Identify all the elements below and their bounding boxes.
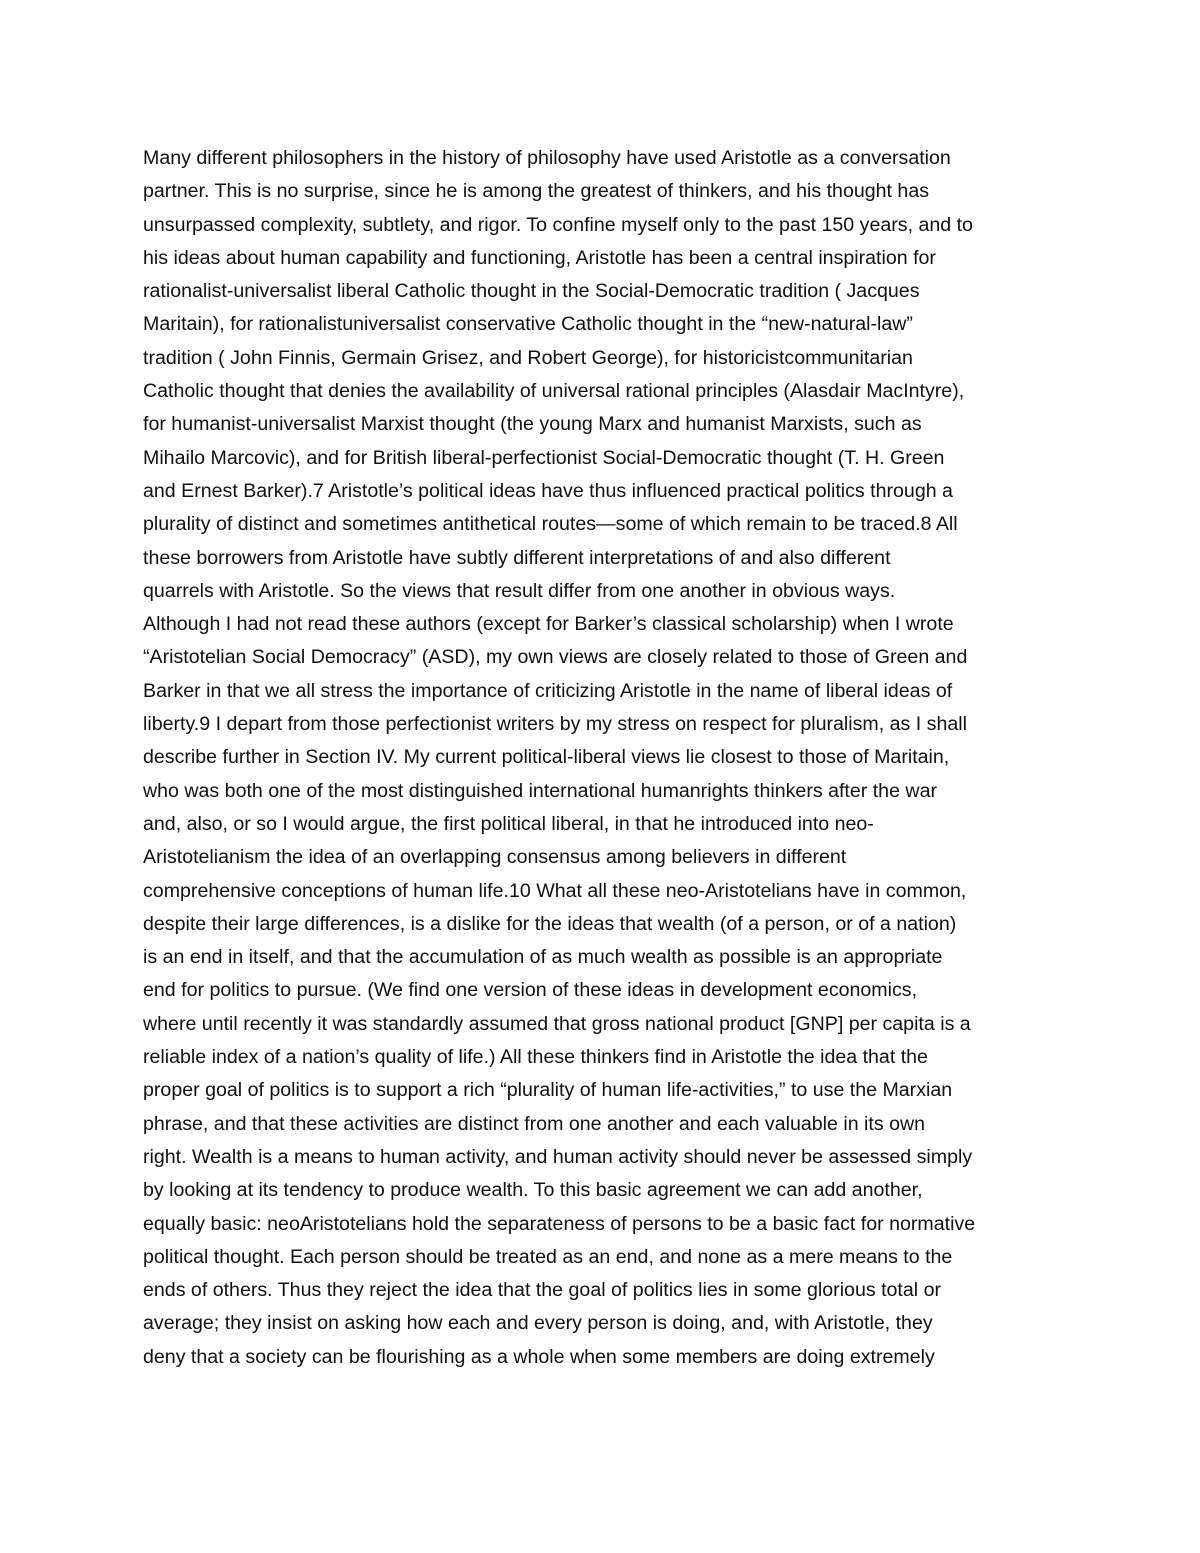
text-line: comprehensive conceptions of human life.10 What all these neo-Aristotelians have in common,: [143, 879, 967, 902]
text-line: average; they insist on asking how each and every person is doing, and, with Aristotle, they: [143, 1312, 933, 1335]
text-line: and Ernest Barker).7 Aristotle’s political ideas have thus influenced practical politics through a: [143, 479, 953, 502]
text-line: is an end in itself, and that the accumulation of as much wealth as possible is an appropriate: [143, 946, 943, 969]
text-line: plurality of distinct and sometimes antithetical routes—some of which remain to be traced.8 All: [143, 513, 958, 536]
text-line: phrase, and that these activities are distinct from one another and each valuable in its own: [143, 1112, 926, 1135]
text-line: unsurpassed complexity, subtlety, and rigor. To confine myself only to the past 150 years, and to: [143, 213, 973, 236]
text-line: Aristotelianism the idea of an overlapping consensus among believers in different: [143, 846, 847, 869]
text-line: describe further in Section IV. My current political-liberal views lie closest to those of Maritain,: [143, 746, 950, 769]
text-line: reliable index of a nation’s quality of life.) All these thinkers find in Aristotle the idea that the: [143, 1046, 928, 1069]
text-line: political thought. Each person should be treated as an end, and none as a mere means to the: [143, 1245, 953, 1268]
text-line: right. Wealth is a means to human activity, and human activity should never be assessed simply: [143, 1145, 973, 1168]
text-line: despite their large differences, is a dislike for the ideas that wealth (of a person, or of a nation): [143, 912, 957, 935]
body-text: [143, 142, 1083, 1374]
text-line: “Aristotelian Social Democracy” (ASD), my own views are closely related to those of Green and: [143, 646, 968, 669]
text-line: who was both one of the most distinguished international humanrights thinkers after the war: [143, 779, 937, 802]
text-line: Many different philosophers in the history of philosophy have used Aristotle as a conversation: [143, 147, 951, 169]
text-line: Barker in that we all stress the importance of criticizing Aristotle in the name of liberal ideas of: [143, 679, 953, 702]
text-line: his ideas about human capability and functioning, Aristotle has been a central inspiration for: [143, 246, 936, 269]
text-line: proper goal of politics is to support a rich “plurality of human life-activities,” to use the Marxian: [143, 1079, 953, 1102]
text-line: partner. This is no surprise, since he is among the greatest of thinkers, and his thought has: [143, 180, 930, 203]
text-line: ends of others. Thus they reject the idea that the goal of politics lies in some glorious total or: [143, 1279, 941, 1302]
text-line: Although I had not read these authors (except for Barker’s classical scholarship) when I wrote: [143, 613, 954, 636]
text-line: equally basic: neoAristotelians hold the separateness of persons to be a basic fact for normative: [143, 1212, 976, 1235]
text-line: end for politics to pursue. (We find one version of these ideas in development economics,: [143, 979, 918, 1002]
text-line: Maritain), for rationalistuniversalist conservative Catholic thought in the “new-natural-law”: [143, 313, 913, 336]
text-line: deny that a society can be flourishing as a whole when some members are doing extremely: [143, 1345, 935, 1368]
text-line: Catholic thought that denies the availability of universal rational principles (Alasdair MacIntyre),: [143, 380, 965, 403]
text-line: by looking at its tendency to produce wealth. To this basic agreement we can add another,: [143, 1179, 923, 1202]
text-line: where until recently it was standardly assumed that gross national product [GNP] per capita is a: [143, 1012, 971, 1035]
text-line: rationalist-universalist liberal Catholic thought in the Social-Democratic tradition ( Jacques: [143, 280, 920, 303]
text-line: quarrels with Aristotle. So the views that result differ from one another in obvious ways.: [143, 579, 896, 602]
text-line: Mihailo Marcovic), and for British liberal-perfectionist Social-Democratic thought (T. H. Green: [143, 446, 945, 469]
text-line: these borrowers from Aristotle have subtly different interpretations of and also different: [143, 546, 891, 569]
text-line: for humanist-universalist Marxist thought (the young Marx and humanist Marxists, such as: [143, 413, 922, 436]
text-line: tradition ( John Finnis, Germain Grisez, and Robert George), for historicistcommunitarian: [143, 346, 913, 369]
text-line: and, also, or so I would argue, the first political liberal, in that he introduced into neo-: [143, 812, 874, 835]
text-line: liberty.9 I depart from those perfectionist writers by my stress on respect for pluralism, as I shall: [143, 713, 967, 736]
